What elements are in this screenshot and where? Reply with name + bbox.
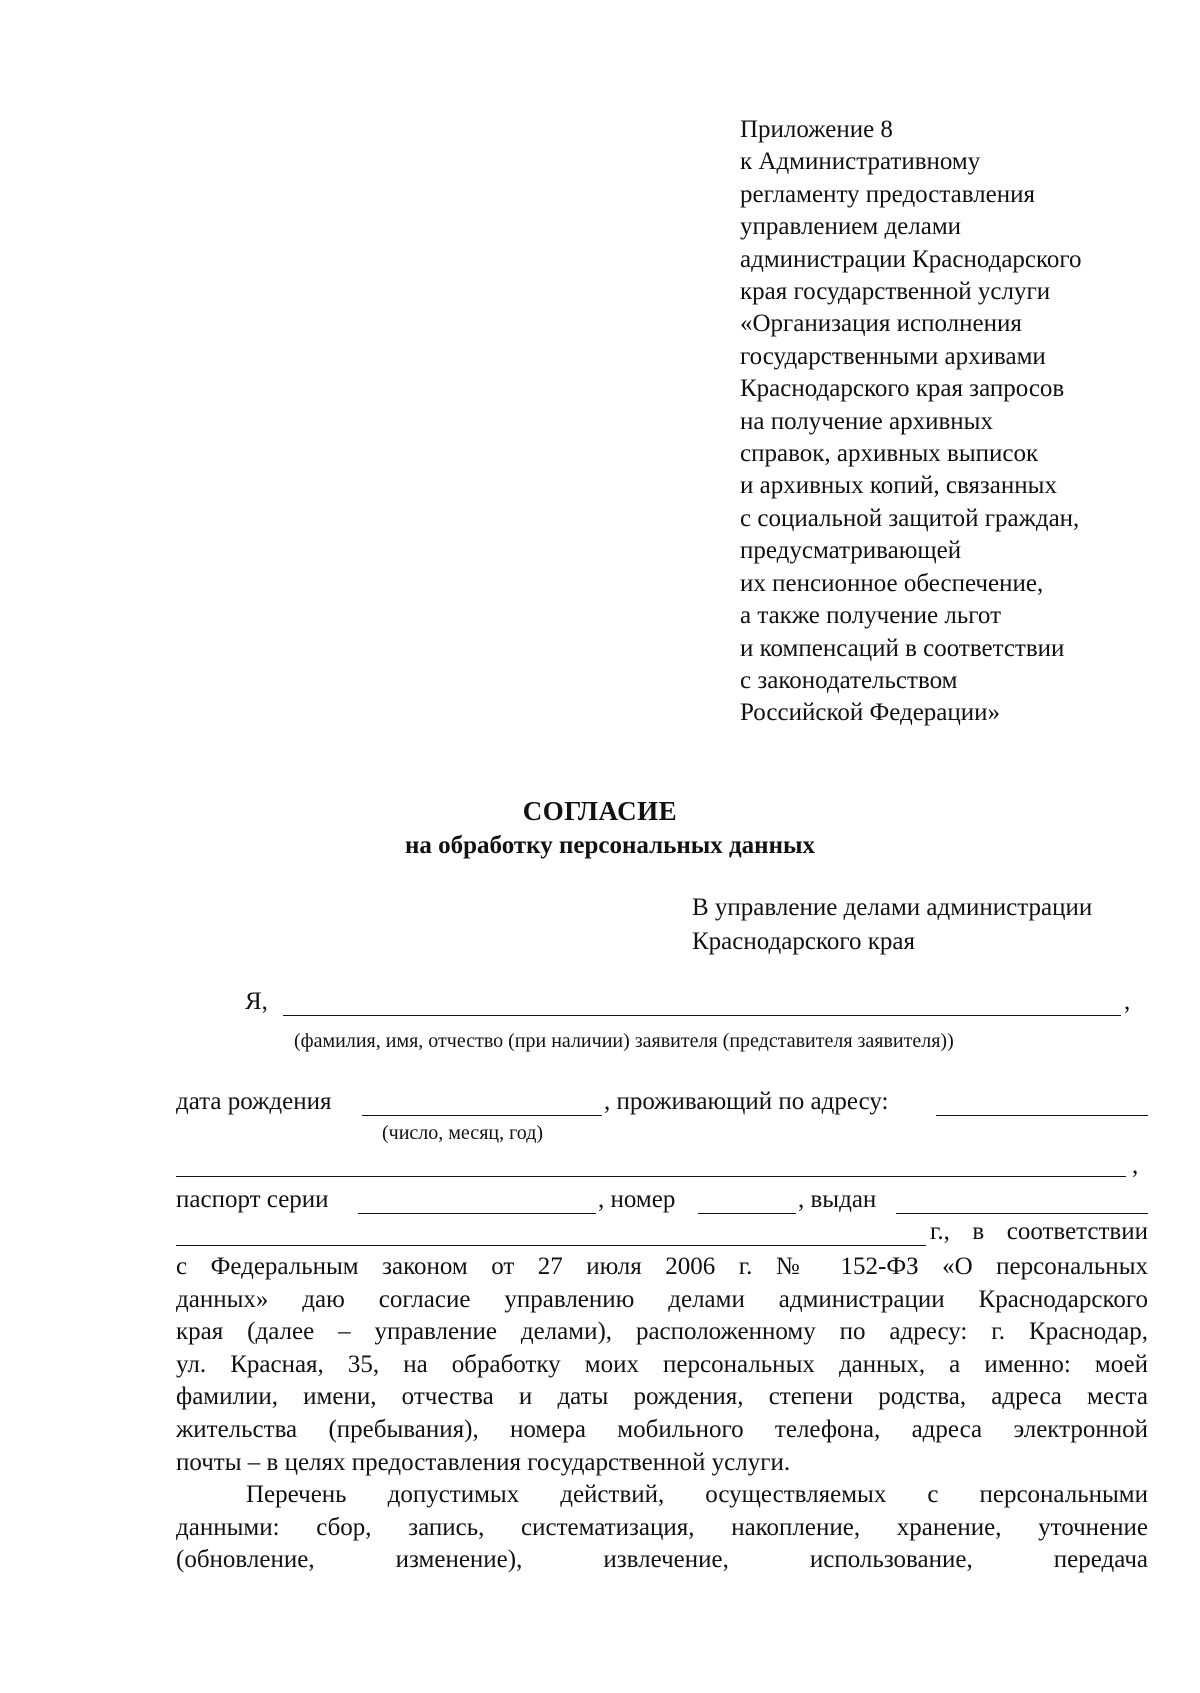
document-title: СОГЛАСИЕ [522, 796, 678, 826]
appendix-line: Российской Федерации» [740, 699, 1001, 727]
paragraph-line: жительства (пребывания), номера мобильного телефона, адреса электронной [176, 1415, 1148, 1443]
appendix-header [740, 114, 1170, 730]
issued-by-field-1[interactable] [896, 1213, 1148, 1214]
appendix-line: предусматривающей [740, 537, 962, 565]
paragraph-line: данных» даю согласие управлению делами администрации Краснодарского [176, 1285, 1148, 1313]
appendix-line: Краснодарского края запросов [740, 375, 1065, 403]
appendix-line: на получение архивных [740, 407, 993, 435]
name-caption: (фамилия, имя, отчество (при наличии) заявителя (представителя заявителя)) [294, 1030, 954, 1052]
paragraph-line: фамилии, имени, отчества и даты рождения, степени родства, адреса места [176, 1383, 1148, 1411]
actions-paragraph [176, 1479, 1148, 1577]
addressee-block [692, 891, 1092, 959]
address-comma: , [1132, 1152, 1139, 1179]
passport-label: паспорт серии [176, 1186, 329, 1213]
paragraph-line: края (далее – управление делами), расположенному по адресу: г. Краснодар, [176, 1318, 1148, 1346]
paragraph-line: (обновление, изменение), извлечение, использование, передача [176, 1546, 1148, 1574]
appendix-line: с социальной защитой граждан, [740, 504, 1080, 532]
name-comma: , [1124, 988, 1131, 1015]
paragraph-line: данными: сбор, запись, систематизация, накопление, хранение, уточнение [176, 1513, 1148, 1541]
appendix-line: Приложение 8 [740, 116, 893, 143]
issued-label: , выдан [798, 1186, 877, 1213]
birth-date-caption: (число, месяц, год) [382, 1122, 544, 1144]
birth-date-label: дата рождения [176, 1088, 332, 1115]
address-field-1[interactable] [936, 1115, 1148, 1116]
residing-label: , проживающий по адресу: [604, 1088, 889, 1115]
appendix-line: с законодательством [740, 666, 958, 694]
issued-by-field-2[interactable] [176, 1245, 926, 1246]
document-subtitle: на обработку персональных данных [405, 832, 815, 859]
number-label: , номер [598, 1186, 676, 1213]
accordance-label: г., в соответствии [930, 1218, 1148, 1245]
appendix-line: и архивных копий, связанных [740, 472, 1057, 500]
appendix-line: справок, архивных выписок [740, 440, 1039, 468]
appendix-line: их пенсионное обеспечение, [740, 569, 1044, 597]
passport-series-field[interactable] [358, 1213, 596, 1214]
paragraph-line: почты – в целях предоставления государственной услуги. [176, 1448, 791, 1476]
appendix-line: администрации Краснодарского [740, 245, 1082, 273]
appendix-line: края государственной услуги [740, 278, 1051, 306]
paragraph-line: Перечень допустимых действий, осуществляемых с персональными [246, 1481, 1148, 1508]
paragraph-line: ул. Красная, 35, на обработку моих персональных данных, а именно: моей [176, 1350, 1148, 1378]
appendix-line: регламенту предоставления [740, 180, 1036, 208]
appendix-line: к Административному [740, 148, 981, 176]
birth-date-field[interactable] [362, 1115, 602, 1116]
passport-number-field[interactable] [698, 1213, 796, 1214]
consent-paragraph [176, 1251, 1148, 1479]
appendix-line: «Организация исполнения [740, 310, 1022, 338]
i-label: Я, [245, 988, 268, 1015]
appendix-line: и компенсаций в соответствии [740, 634, 1065, 662]
appendix-line: государственными архивами [740, 342, 1046, 370]
address-field-2[interactable] [176, 1176, 1126, 1177]
addressee-line: Краснодарского края [692, 928, 915, 955]
appendix-line: управлением делами [740, 213, 962, 241]
paragraph-line: с Федеральным законом от 27 июля 2006 г. № 152-ФЗ «О персональных [176, 1253, 1148, 1280]
appendix-line: а также получение льгот [740, 602, 1002, 630]
addressee-line: В управление делами администрации [692, 894, 1093, 921]
full-name-field[interactable] [283, 1015, 1121, 1016]
